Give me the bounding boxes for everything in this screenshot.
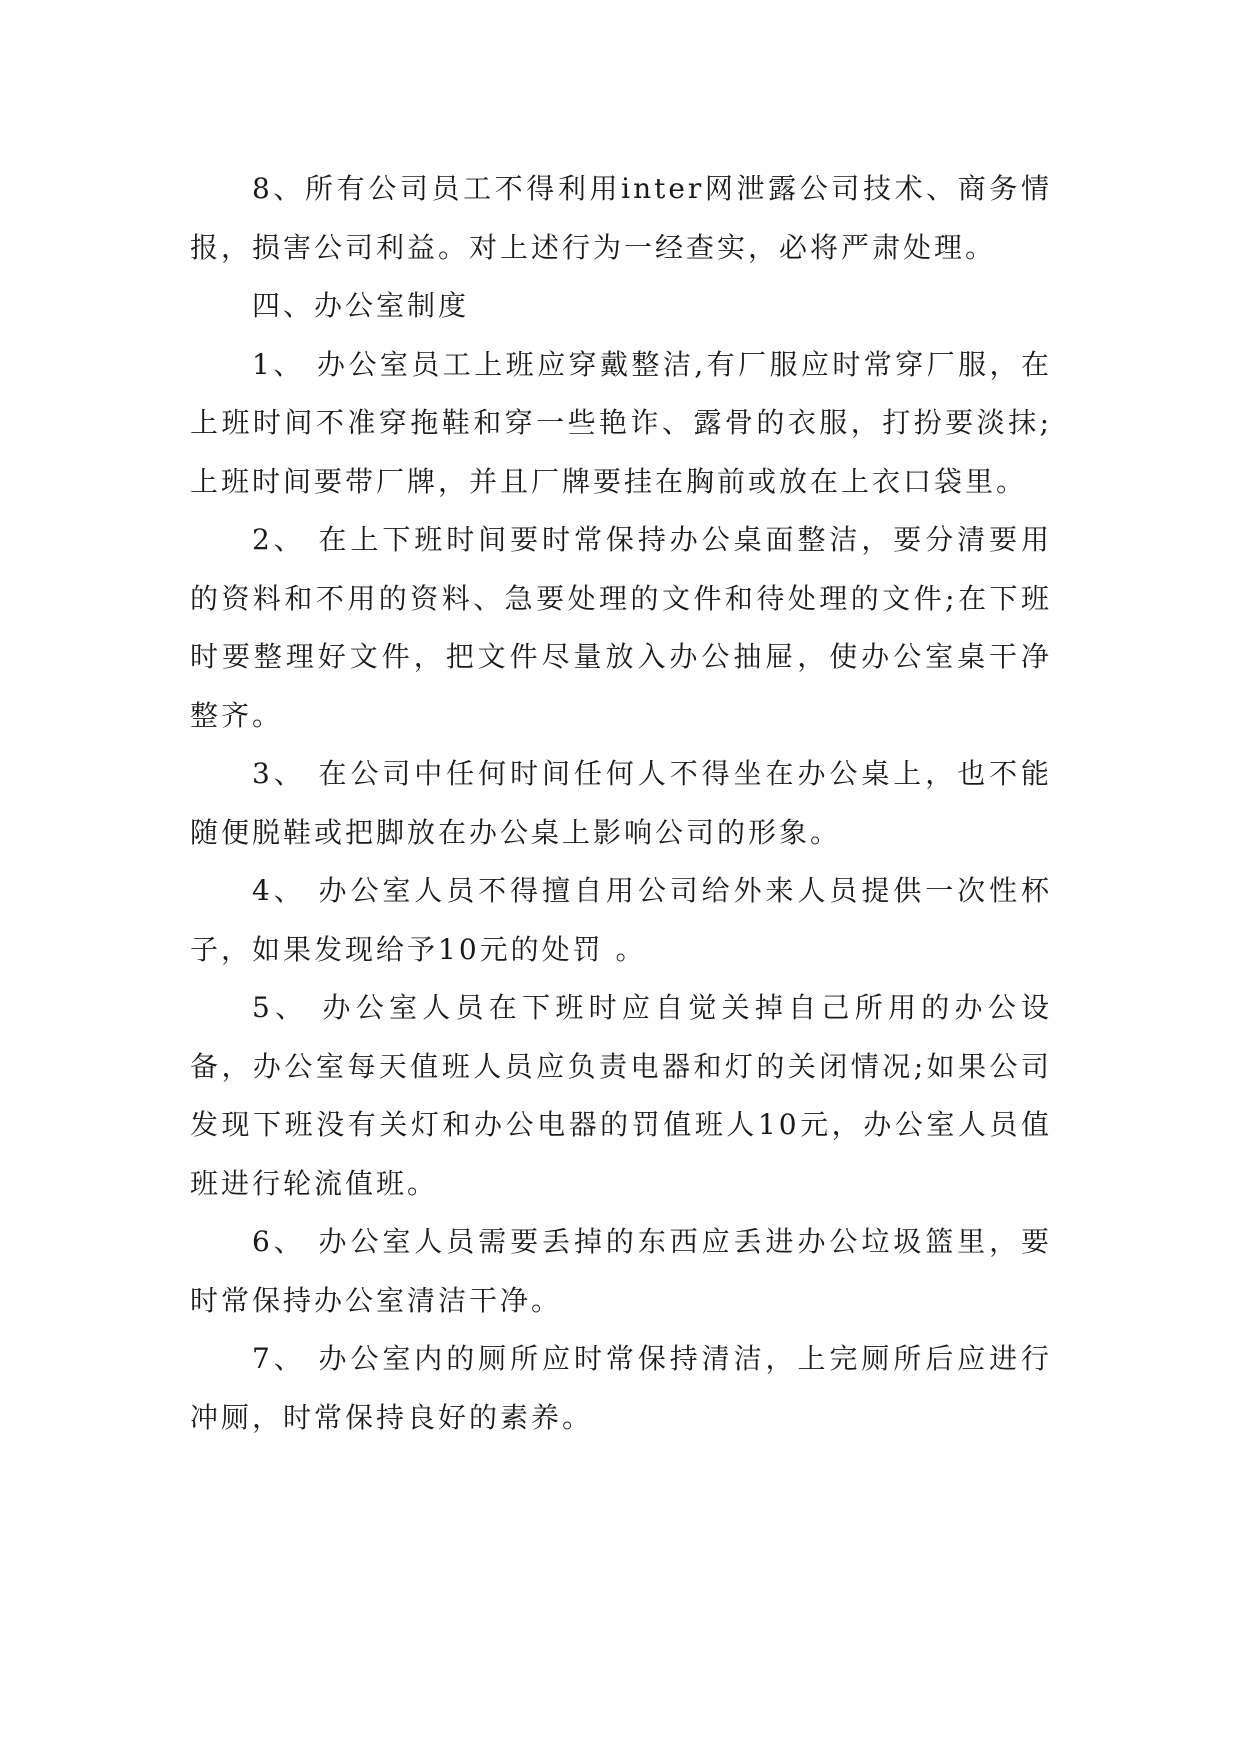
paragraph-rule-5-equipment: 5、 办公室人员在下班时应自觉关掉自己所用的办公设备，办公室每天值班人员应负责电器和灯的关闭情况;如果公司发现下班没有关灯和办公电器的罚值班人10元，办公室人员值班进行轮流值班。 (190, 991, 1052, 1200)
paragraph-rule-2-desk: 2、 在上下班时间要时常保持办公桌面整洁，要分清要用的资料和不用的资料、急要处理的文件和待处理的文件;在下班时要整理好文件，把文件尽量放入办公抽屉，使办公室桌干净整齐。 (190, 523, 1052, 732)
document-body (190, 160, 1052, 1447)
paragraph-rule-1-dress: 1、 办公室员工上班应穿戴整洁,有厂服应时常穿厂服，在上班时间不准穿拖鞋和穿一些艳诈、露骨的衣服，打扮要淡抹;上班时间要带厂牌，并且厂牌要挂在胸前或放在上衣口袋里。 (190, 347, 1052, 498)
paragraph-rule-7-toilet: 7、 办公室内的厕所应时常保持清洁，上完厕所后应进行冲厕，时常保持良好的素养。 (190, 1342, 1052, 1434)
paragraph-rule-6-trash: 6、 办公室人员需要丢掉的东西应丢进办公垃圾篮里，要时常保持办公室清洁干净。 (190, 1225, 1052, 1317)
paragraph-rule-4-cups: 4、 办公室人员不得擅自用公司给外来人员提供一次性杯子，如果发现给予10元的处罚 。 (190, 874, 1052, 966)
paragraph-rule-3-sitting: 3、 在公司中任何时间任何人不得坐在办公桌上，也不能随便脱鞋或把脚放在办公桌上影响公司的形象。 (190, 757, 1052, 849)
paragraph-item-8-internet: 8、所有公司员工不得利用inter网泄露公司技术、商务情报，损害公司利益。对上述行为一经查实，必将严肃处理。 (190, 172, 1052, 264)
section-heading-office-rules: 四、办公室制度 (252, 289, 470, 322)
